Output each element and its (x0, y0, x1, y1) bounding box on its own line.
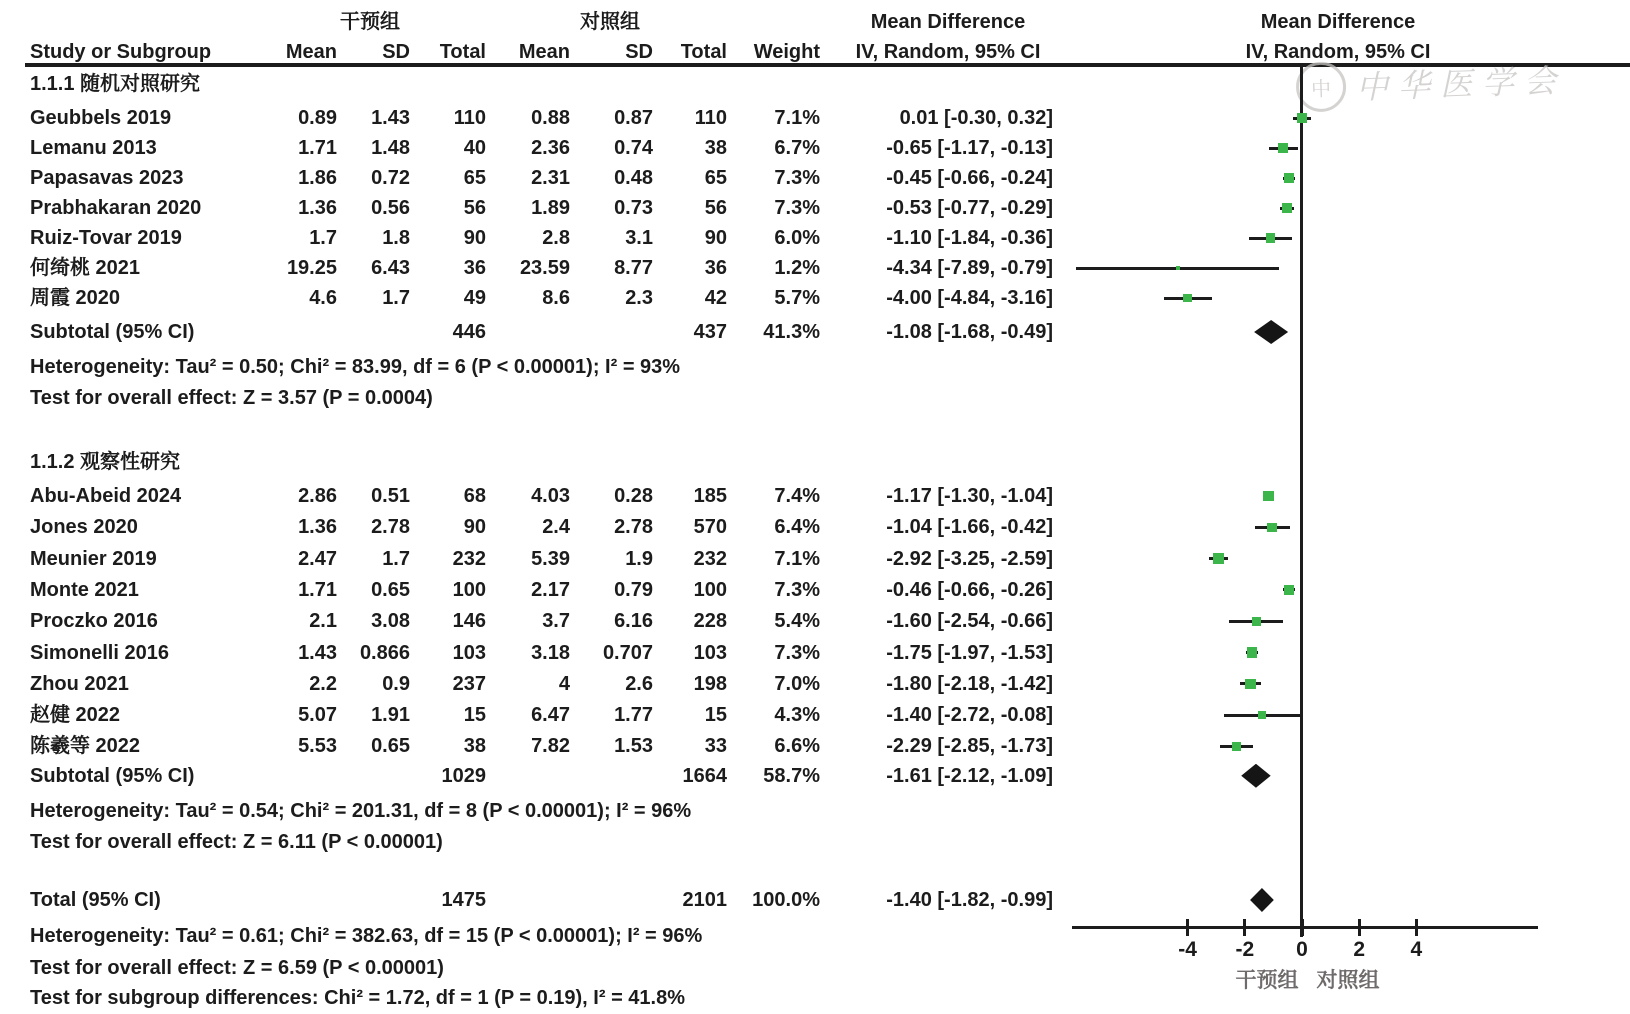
n2-cell: 110 (694, 107, 727, 129)
n1-cell: 103 (452, 641, 486, 664)
col-header-mean2: Mean (518, 41, 570, 63)
sd1-cell: 0.56 (371, 197, 410, 219)
mean1-cell: 5.53 (298, 735, 337, 758)
sd1-cell: 0.9 (382, 672, 410, 695)
mean1-cell: 1.36 (298, 516, 337, 539)
total-n1: 1475 (441, 889, 486, 911)
point-estimate-square (1263, 491, 1274, 502)
ci-cell: -4.34 [-7.89, -0.79] (886, 257, 1053, 279)
mean2-cell: 2.17 (531, 578, 570, 601)
sd1-cell: 2.78 (371, 516, 410, 539)
heterogeneity-text: Heterogeneity: Tau² = 0.54; Chi² = 201.31, df = 8 (P < 0.00001); I² = 96% (30, 799, 692, 822)
point-estimate-square (1282, 203, 1292, 213)
mean2-cell: 4.03 (531, 485, 570, 507)
mean1-cell: 2.47 (298, 547, 337, 570)
ci-cell: -1.60 [-2.54, -0.66] (886, 610, 1053, 633)
study-name: Ruiz-Tovar 2019 (30, 227, 182, 249)
sd1-cell: 0.72 (371, 167, 410, 189)
weight-cell: 1.2% (774, 257, 820, 279)
col-header-sd2: SD (625, 41, 653, 63)
col-header-total2: Total (680, 41, 727, 63)
ci-cell: -2.29 [-2.85, -1.73] (886, 735, 1053, 758)
sd2-cell: 2.78 (614, 516, 653, 539)
subgroup-heading: 1.1.2 观察性研究 (30, 451, 181, 473)
mean2-cell: 2.4 (542, 516, 570, 539)
pooled-diamond (1254, 320, 1288, 344)
sd1-cell: 1.8 (382, 227, 410, 249)
total-heterogeneity-text: Heterogeneity: Tau² = 0.61; Chi² = 382.63, df = 15 (P < 0.00001); I² = 96% (30, 925, 703, 947)
n1-cell: 110 (453, 107, 486, 129)
n1-cell: 49 (463, 287, 486, 309)
sd2-cell: 0.28 (614, 485, 653, 507)
sd2-cell: 1.77 (614, 704, 653, 727)
mean2-cell: 0.88 (531, 107, 570, 129)
study-name: Papasavas 2023 (30, 167, 184, 189)
n2-cell: 232 (693, 547, 727, 570)
ci-cell: -1.17 [-1.30, -1.04] (886, 485, 1053, 507)
total-ci: -1.40 [-1.82, -0.99] (886, 889, 1053, 911)
ci-cell: -4.00 [-4.84, -3.16] (886, 287, 1053, 309)
favors-right-label: 对照组 (1316, 969, 1380, 992)
axis-tick-label: 4 (1410, 938, 1423, 961)
mean1-cell: 5.07 (298, 704, 337, 727)
mean1-cell: 4.6 (309, 287, 337, 309)
study-name: Meunier 2019 (30, 547, 157, 570)
col-header-total1: Total (439, 41, 486, 63)
plot-header-ci: IV, Random, 95% CI (1245, 41, 1431, 63)
sd2-cell: 3.1 (625, 227, 653, 249)
study-name: 何绮桃 2021 (30, 257, 141, 279)
intervention-group-header: 干预组 (340, 11, 400, 33)
n2-cell: 38 (704, 137, 727, 159)
n2-cell: 42 (704, 287, 727, 309)
md-plot-title: Mean Difference (1260, 11, 1416, 33)
n1-cell: 90 (463, 516, 486, 539)
axis-tick-label: -4 (1178, 938, 1197, 961)
weight-cell: 7.0% (774, 672, 820, 695)
weight-cell: 7.3% (774, 641, 820, 664)
total-weight: 100.0% (752, 889, 820, 911)
overall-effect-text: Test for overall effect: Z = 3.57 (P = 0.0004) (30, 387, 433, 409)
total-label: Total (95% CI) (30, 889, 161, 911)
study-name: Monte 2021 (30, 578, 139, 601)
mean2-cell: 8.6 (542, 287, 570, 309)
sd2-cell: 1.53 (614, 735, 653, 758)
mean2-cell: 3.7 (542, 610, 570, 633)
zero-line (1300, 67, 1303, 937)
weight-cell: 7.4% (774, 485, 820, 507)
subtotal-ci: -1.61 [-2.12, -1.09] (886, 764, 1053, 787)
n1-cell: 65 (463, 167, 486, 189)
weight-cell: 7.3% (774, 197, 820, 219)
study-name: Proczko 2016 (30, 610, 158, 633)
mean1-cell: 1.86 (298, 167, 337, 189)
mean2-cell: 2.36 (531, 137, 570, 159)
mean1-cell: 1.7 (309, 227, 337, 249)
n2-cell: 185 (693, 485, 727, 507)
study-name: Prabhakaran 2020 (30, 197, 202, 219)
weight-cell: 6.6% (774, 735, 820, 758)
ci-cell: -0.45 [-0.66, -0.24] (886, 167, 1053, 189)
sd1-cell: 1.91 (371, 704, 410, 727)
n2-cell: 103 (693, 641, 727, 664)
sd1-cell: 1.7 (382, 287, 410, 309)
weight-cell: 7.3% (774, 167, 820, 189)
subtotal-weight: 58.7% (763, 764, 820, 787)
sd2-cell: 0.87 (614, 107, 653, 129)
study-name: Simonelli 2016 (30, 641, 169, 664)
n1-cell: 90 (463, 227, 486, 249)
n1-cell: 232 (452, 547, 486, 570)
heterogeneity-text: Heterogeneity: Tau² = 0.50; Chi² = 83.99, df = 6 (P < 0.00001); I² = 93% (30, 356, 681, 378)
n2-cell: 90 (704, 227, 727, 249)
weight-cell: 4.3% (774, 704, 820, 727)
col-header-sd1: SD (382, 41, 410, 63)
n1-cell: 36 (463, 257, 486, 279)
point-estimate-square (1245, 679, 1255, 689)
n2-cell: 228 (693, 610, 727, 633)
sd1-cell: 0.65 (371, 735, 410, 758)
point-estimate-square (1213, 553, 1223, 563)
axis-tick (1415, 919, 1418, 936)
point-estimate-square (1252, 617, 1261, 626)
mean1-cell: 1.43 (298, 641, 337, 664)
mean2-cell: 4 (558, 672, 570, 695)
axis-tick-label: -2 (1235, 938, 1255, 961)
point-estimate-square (1258, 711, 1266, 719)
axis-tick (1301, 919, 1304, 936)
subtotal-label: Subtotal (95% CI) (30, 321, 195, 343)
weight-cell: 6.7% (774, 137, 820, 159)
point-estimate-square (1284, 585, 1294, 595)
n1-cell: 237 (452, 672, 486, 695)
subtotal-n1: 446 (452, 321, 486, 343)
point-estimate-square (1266, 233, 1275, 242)
mean1-cell: 2.1 (309, 610, 337, 633)
n1-cell: 38 (463, 735, 486, 758)
ci-cell: -0.65 [-1.17, -0.13] (886, 137, 1053, 159)
point-estimate-square (1267, 523, 1277, 533)
mean1-cell: 2.2 (309, 672, 337, 695)
study-name: Abu-Abeid 2024 (30, 485, 182, 507)
total-overall-effect-text: Test for overall effect: Z = 6.59 (P < 0.00001) (30, 957, 444, 979)
ci-cell: -1.80 [-2.18, -1.42] (886, 672, 1053, 695)
ci-cell: -1.40 [-2.72, -0.08] (886, 704, 1053, 727)
sd2-cell: 6.16 (614, 610, 653, 633)
ci-cell: -0.46 [-0.66, -0.26] (886, 578, 1053, 601)
sd2-cell: 2.3 (625, 287, 653, 309)
col-header-study: Study or Subgroup (30, 41, 212, 63)
overall-effect-text: Test for overall effect: Z = 6.11 (P < 0.00001) (30, 830, 443, 853)
mean2-cell: 3.18 (531, 641, 570, 664)
mean1-cell: 1.71 (298, 137, 337, 159)
ci-cell: -1.10 [-1.84, -0.36] (886, 227, 1053, 249)
ci-cell: 0.01 [-0.30, 0.32] (899, 107, 1053, 129)
sd1-cell: 3.08 (371, 610, 410, 633)
point-estimate-square (1278, 143, 1288, 153)
subgroup-heading: 1.1.1 随机对照研究 (30, 73, 201, 95)
sd2-cell: 8.77 (614, 257, 653, 279)
study-name: 赵健 2022 (30, 704, 121, 727)
study-name: Geubbels 2019 (30, 107, 172, 129)
subgroup-differences-text: Test for subgroup differences: Chi² = 1.72, df = 1 (P = 0.19), I² = 41.8% (30, 987, 686, 1009)
study-name: Lemanu 2013 (30, 137, 157, 159)
ci-cell: -2.92 [-3.25, -2.59] (886, 547, 1053, 570)
n2-cell: 36 (704, 257, 727, 279)
col-header-mean1: Mean (285, 41, 337, 63)
n2-cell: 33 (704, 735, 727, 758)
subtotal-ci: -1.08 [-1.68, -0.49] (886, 321, 1053, 343)
mean2-cell: 23.59 (519, 257, 570, 279)
header-divider (25, 63, 1630, 67)
study-name: Zhou 2021 (30, 672, 129, 695)
weight-cell: 5.7% (774, 287, 820, 309)
favors-left-label: 干预组 (1235, 969, 1299, 992)
sd1-cell: 1.43 (371, 107, 410, 129)
x-axis (1072, 926, 1538, 929)
weight-cell: 6.0% (774, 227, 820, 249)
study-name: 陈羲等 2022 (30, 735, 141, 758)
sd1-cell: 6.43 (371, 257, 410, 279)
study-name: Jones 2020 (30, 516, 138, 539)
mean2-cell: 5.39 (531, 547, 570, 570)
sd1-cell: 1.48 (371, 137, 410, 159)
point-estimate-square (1232, 742, 1242, 752)
n1-cell: 56 (463, 197, 486, 219)
sd2-cell: 0.74 (614, 137, 653, 159)
sd2-cell: 0.707 (602, 641, 653, 664)
sd2-cell: 1.9 (625, 547, 653, 570)
weight-cell: 7.1% (774, 547, 820, 570)
n1-cell: 68 (463, 485, 486, 507)
sd1-cell: 1.7 (382, 547, 410, 570)
point-estimate-square (1176, 266, 1181, 271)
ci-cell: -1.04 [-1.66, -0.42] (886, 516, 1053, 539)
study-name: 周霞 2020 (30, 287, 121, 309)
pooled-diamond (1250, 888, 1274, 912)
mean1-cell: 1.71 (298, 578, 337, 601)
weight-cell: 7.3% (774, 578, 820, 601)
sd2-cell: 0.79 (614, 578, 653, 601)
n2-cell: 56 (704, 197, 727, 219)
col-header-weight: Weight (753, 41, 820, 63)
ci-cell: -0.53 [-0.77, -0.29] (886, 197, 1053, 219)
point-estimate-square (1297, 113, 1307, 123)
weight-cell: 6.4% (774, 516, 820, 539)
point-estimate-square (1247, 647, 1257, 657)
mean1-cell: 19.25 (286, 257, 337, 279)
n1-cell: 146 (452, 610, 486, 633)
n2-cell: 100 (693, 578, 727, 601)
mean1-cell: 1.36 (298, 197, 337, 219)
n1-cell: 40 (463, 137, 486, 159)
axis-tick-label: 2 (1353, 938, 1366, 961)
sd1-cell: 0.51 (371, 485, 410, 507)
mean2-cell: 6.47 (531, 704, 570, 727)
sd2-cell: 2.6 (625, 672, 653, 695)
axis-tick (1186, 919, 1189, 936)
md-column-title: Mean Difference (870, 11, 1026, 33)
mean2-cell: 7.82 (531, 735, 570, 758)
n2-cell: 198 (693, 672, 727, 695)
mean1-cell: 2.86 (298, 485, 337, 507)
mean2-cell: 2.31 (531, 167, 570, 189)
weight-cell: 7.1% (774, 107, 820, 129)
total-n2: 2101 (682, 889, 727, 911)
point-estimate-square (1284, 173, 1294, 183)
subtotal-label: Subtotal (95% CI) (30, 764, 195, 787)
axis-tick-label: 0 (1296, 938, 1308, 961)
n1-cell: 15 (463, 704, 486, 727)
subtotal-n2: 437 (693, 321, 727, 343)
n2-cell: 15 (704, 704, 727, 727)
control-group-header: 对照组 (580, 11, 640, 33)
subtotal-n2: 1664 (682, 764, 727, 787)
n2-cell: 65 (704, 167, 727, 189)
mean2-cell: 1.89 (531, 197, 570, 219)
subtotal-n1: 1029 (441, 764, 486, 787)
axis-tick (1243, 919, 1246, 936)
watermark-text: 中华医学会 (1355, 61, 1567, 107)
mean2-cell: 2.8 (542, 227, 570, 249)
sd2-cell: 0.48 (614, 167, 653, 189)
sd1-cell: 0.866 (359, 641, 410, 664)
subtotal-weight: 41.3% (763, 321, 820, 343)
sd2-cell: 0.73 (614, 197, 653, 219)
point-estimate-square (1183, 294, 1192, 303)
ci-cell: -1.75 [-1.97, -1.53] (886, 641, 1053, 664)
col-header-ci: IV, Random, 95% CI (855, 41, 1041, 63)
n1-cell: 100 (452, 578, 486, 601)
weight-cell: 5.4% (774, 610, 820, 633)
sd1-cell: 0.65 (371, 578, 410, 601)
watermark-logo-icon: 中 (1295, 61, 1347, 113)
pooled-diamond (1241, 764, 1270, 788)
mean1-cell: 0.89 (298, 107, 337, 129)
n2-cell: 570 (693, 516, 727, 539)
axis-tick (1358, 919, 1361, 936)
